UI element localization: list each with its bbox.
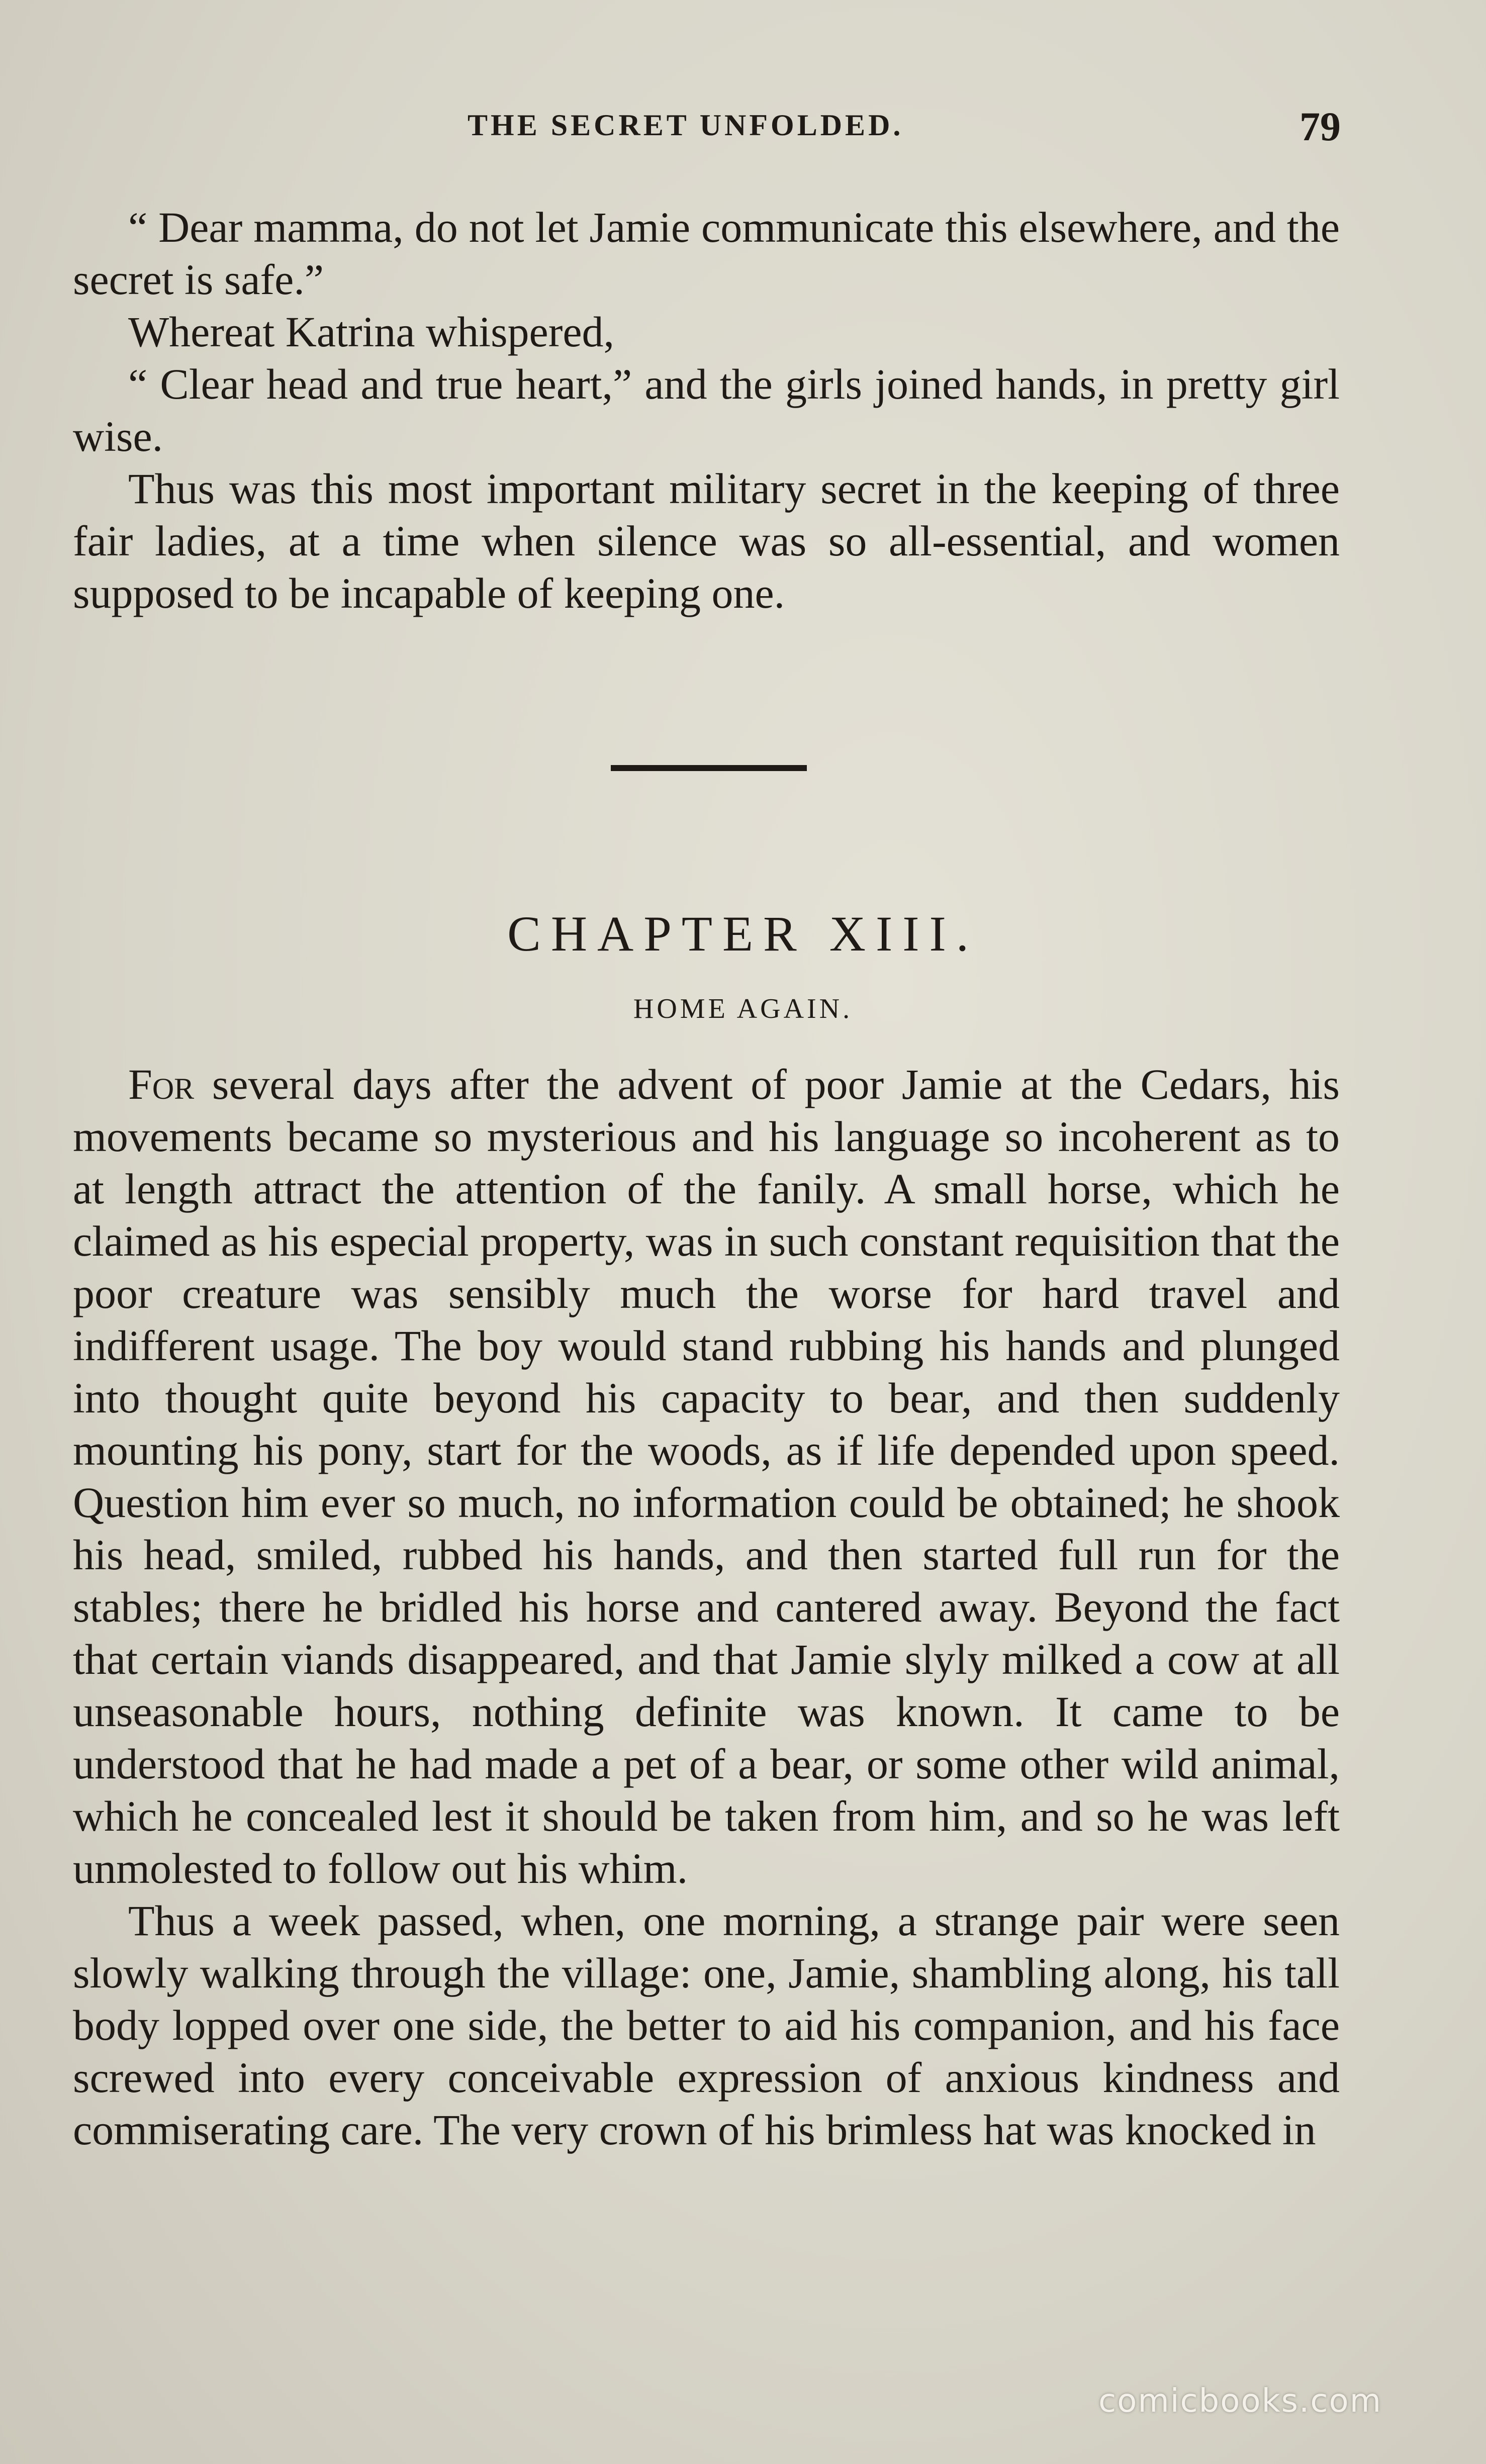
paragraph: “ Clear head and true heart,” and the girls joined hands, in pretty girl wise. (73, 360, 1340, 460)
paragraph: “ Dear mamma, do not let Jamie communicate this elsewhere, and the secret is safe.” (73, 203, 1340, 304)
page-number: 79 (1299, 104, 1341, 149)
paragraph: Whereat Katrina whispered, (128, 308, 615, 356)
chapter-paragraph-2: Thus a week passed, when, one morning, a strange pair were seen slowly walking through the village: one, Jamie, shambling along, his tall body lopped over one side, the better to aid his companion, and his face screwed into every conceivable expression of anxious kindness and commiserating care. The very crown of his brimless hat was knocked in (73, 1897, 1340, 2154)
chapter-subtitle: HOME AGAIN. (633, 993, 853, 1024)
chapter-paragraph-1 (73, 1058, 1340, 1894)
top-text-block (73, 201, 1340, 619)
chapter-title: CHAPTER XIII. (507, 906, 979, 962)
section-divider (611, 765, 807, 771)
chapter-paragraph-1-text: several days after the advent of poor Jamie at the Cedars, his movements became so mysterious and his language so incoherent as to at length attract the attention of the fanily. A small horse, which he claimed as his especial property, was in such constant requisition that the poor creature was sensibly much the worse for hard travel and indifferent usage. The boy would stand rubbing his hands and plunged into thought quite beyond his capacity to bear, and then suddenly mounting his pony, start for the woods, as if life depended upon speed. Question him ever so much, no information could be obtained; he shook his head, smiled, rubbed his hands, and then started full run for the stables; there he bridled his horse and cantered away. Beyond the fact that certain viands disappeared, and that Jamie slyly milked a cow at all unseasonable hours, nothing definite was known. It came to be understood that he had made a pet of a bear, or some other wild animal, which he concealed lest it should be taken from him, and so he was left unmolested to follow out his whim. (73, 1060, 1340, 1892)
running-title: THE SECRET UNFOLDED. (468, 109, 904, 142)
watermark: comicbooks.com (1098, 2383, 1382, 2420)
chapter-text-block (73, 1058, 1340, 2156)
chapter-first-word: For (128, 1060, 195, 1108)
running-head (0, 104, 1486, 153)
paragraph: Thus was this most important military secret in the keeping of three fair ladies, at a time when silence was so all-essential, and women supposed to be incapable of keeping one. (73, 464, 1340, 617)
